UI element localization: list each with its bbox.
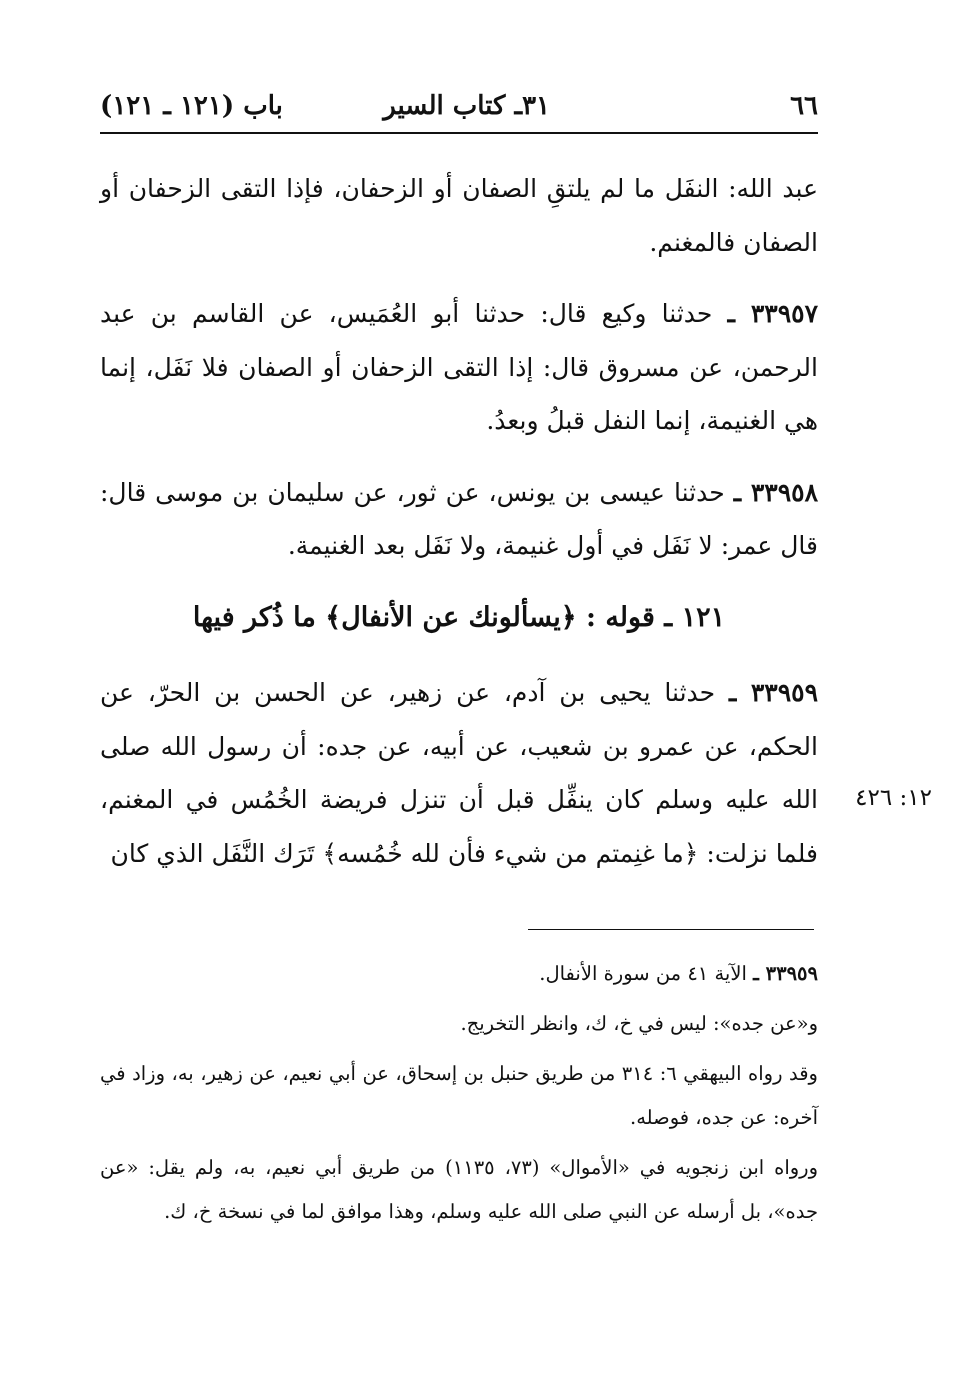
hadith-33958 [100, 466, 818, 573]
page-header [100, 88, 818, 128]
footnotes [100, 952, 818, 1240]
hadith-33957 [100, 287, 818, 448]
paragraph-text: عبد الله: النفَل ما لم يلتقِ الصفان أو الزحفان، فإذا التقى الزحفان أو الصفان فالمغنم. [100, 174, 818, 257]
header-divider [100, 132, 818, 134]
margin-reference: ١٢: ٤٢٦ [855, 785, 932, 811]
hadith-text: حدثنا يحيى بن آدم، عن زهير، عن الحسن بن الحرّ، عن الحكم، عن عمرو بن شعيب، عن أبيه، عن جده: أن رسول الله صلى الله عليه وسلم كان ينفِّل قبل أن تنزل فريضة الخُمُس في المغنم، فلما نزلت: ﴿ما غنِمتم من شيء فأن لله خُمُسه﴾ تَرَك النَّفَل الذي كان [100, 678, 818, 868]
footnote: و«عن جده»: ليس في خ، ك، وانظر التخريج. [460, 1012, 818, 1035]
hadith-text: حدثنا وكيع قال: حدثنا أبو العُمَيس، عن القاسم بن عبد الرحمن، عن مسروق قال: إذا التقى الزحفان أو الصفان فلا نَفَل، إنما هي الغنيمة، إنما النفل قبلُ وبعدُ. [100, 299, 818, 435]
hadith-number: ٣٣٩٥٩ ـ [728, 678, 818, 707]
footnote-divider [528, 929, 814, 930]
footnote-text: الآية ٤١ من سورة الأنفال. [539, 962, 747, 985]
main-text [100, 162, 818, 898]
page-number: ٦٦ [790, 91, 818, 121]
hadith-text: حدثنا عيسى بن يونس، عن ثور، عن سليمان بن موسى قال: قال عمر: لا نَفَل في أول غنيمة، ولا نَفَل بعد الغنيمة. [100, 477, 818, 560]
paragraph [100, 162, 818, 269]
book-title: ٣١ـ كتاب السير [383, 91, 550, 121]
section-heading: ١٢١ ـ قوله : ﴿يسألونك عن الأنفال﴾ ما ذُكر فيها [192, 601, 726, 633]
footnote: ورواه ابن زنجويه في «الأموال» (٧٣، ١١٣٥) من طريق أبي نعيم، به، ولم يقل: «عن جده»، بل أرسله عن النبي صلى الله عليه وسلم، وهذا موافق لما في نسخة خ، ك. [100, 1156, 819, 1223]
hadith-33959 [100, 666, 818, 880]
footnote: وقد رواه البيهقي ٦: ٣١٤ من طريق حنبل بن إسحاق، عن أبي نعيم، عن زهير، به، وزاد في آخره: عن جده، فوصله. [100, 1062, 818, 1129]
footnote [100, 952, 818, 996]
chapter-range: باب (١٢١ ـ ١٢١) [100, 91, 283, 121]
footnote-number: ٣٣٩٥٩ ـ [753, 962, 818, 985]
hadith-number: ٣٣٩٥٧ ـ [727, 299, 819, 328]
hadith-number: ٣٣٩٥٨ ـ [733, 477, 818, 507]
